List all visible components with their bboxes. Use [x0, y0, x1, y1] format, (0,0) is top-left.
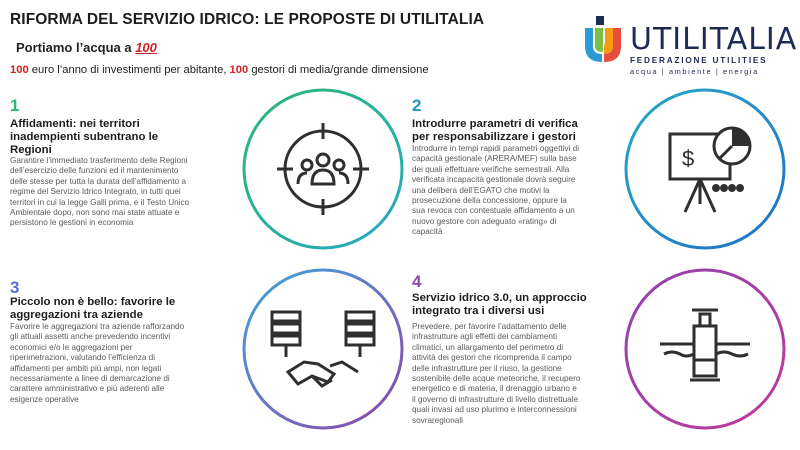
tagline-number-operators: 100 [229, 64, 249, 76]
section-4-number: 4 [412, 272, 422, 291]
utilitalia-logo-mark [583, 16, 623, 69]
section-1-title: Affidamenti: nei territori inadempienti subentrano le Regioni [10, 118, 159, 156]
section-2-title: Introdurre parametri di verifica per responsabilizzare i gestori [412, 118, 578, 143]
logo-sectors: acqua | ambiente | energia [630, 67, 759, 76]
section-2-body: Introdurre in tempi rapidi parametri oggettivi di capacità gestionale (ARERA/MEF) sulla base dei quali effettuare verifiche semestrali. Alla verificata incapacità gestionale dovrà seguire una delibera dell’EGATO che motivi la prosecuzione della concessione, oppure la sua revoca con contestuale affidamento a un nuovo gestore con adeguato «rating» di capacità [412, 144, 580, 237]
section-4-body: Prevedere, per favorire l’adattamento delle infrastrutture agli effetti dei cambiamenti climatici, un allargamento del perimetro di attività dei gestori che ricomprenda il campo delle infrastrutture per il riuso, la gestione sostenibile delle acque meteoriche, il recupero energetico e di materia, il drenaggio urbano e il governo di infrastrutture di livello distrettuale quali invasi ad uso plurimo e interconnessioni sovraregionali [412, 322, 581, 425]
section-1-number: 1 [10, 96, 20, 115]
section-3-title: Piccolo non è bello: favorire le aggregazioni tra aziende [10, 296, 176, 321]
logo-wordmark: UTILITALIA [630, 22, 798, 57]
page-subtitle [16, 40, 157, 55]
subtitle-prefix: Portiamo l’acqua a [16, 40, 136, 55]
section-1-body: Garantire l’immediato trasferimento delle Regioni dell’esercizio delle funzioni ed il mantenimento delle stesse per tutta la durata dell’affidamento a regime del Servizio Idrico Integrato, in tutti quei territori in cui la legge Galli prima, e il Testo Unico Ambientale dopo, non sono mai state attuate e persistono le gestioni in economia [10, 156, 190, 228]
tagline [10, 64, 429, 76]
subtitle-highlight: 100 [135, 40, 157, 55]
logo-federation: FEDERAZIONE UTILITIES [630, 56, 768, 65]
tagline-end: gestori di media/grande dimensione [248, 64, 429, 76]
section-1-circle [238, 84, 408, 254]
section-3-number: 3 [10, 278, 20, 297]
tagline-middle: euro l’anno di investimenti per abitante, [28, 64, 230, 76]
section-3-body: Favorire le aggregazioni tra aziende rafforzando gli attuali assetti anche prevedendo incentivi economici e/o le aggregazioni per riperimetrazioni, valutando l’efficienza di affidamenti per ambiti più ampi, non legati necessariamente a linee di demarcazione di carattere amministrativo e più aderenti alle esigenze operative [10, 322, 185, 404]
section-2-circle [620, 84, 790, 254]
section-3-circle [238, 264, 408, 434]
page-title: RIFORMA DEL SERVIZIO IDRICO: LE PROPOSTE DI UTILITALIA [10, 11, 485, 28]
section-2-number: 2 [412, 96, 422, 115]
svg-text:$: $ [682, 146, 695, 171]
section-4-circle [620, 264, 790, 434]
tagline-number-investments: 100 [10, 64, 29, 76]
section-4-title: Servizio idrico 3.0, un approccio integrato tra i diversi usi [412, 292, 587, 317]
